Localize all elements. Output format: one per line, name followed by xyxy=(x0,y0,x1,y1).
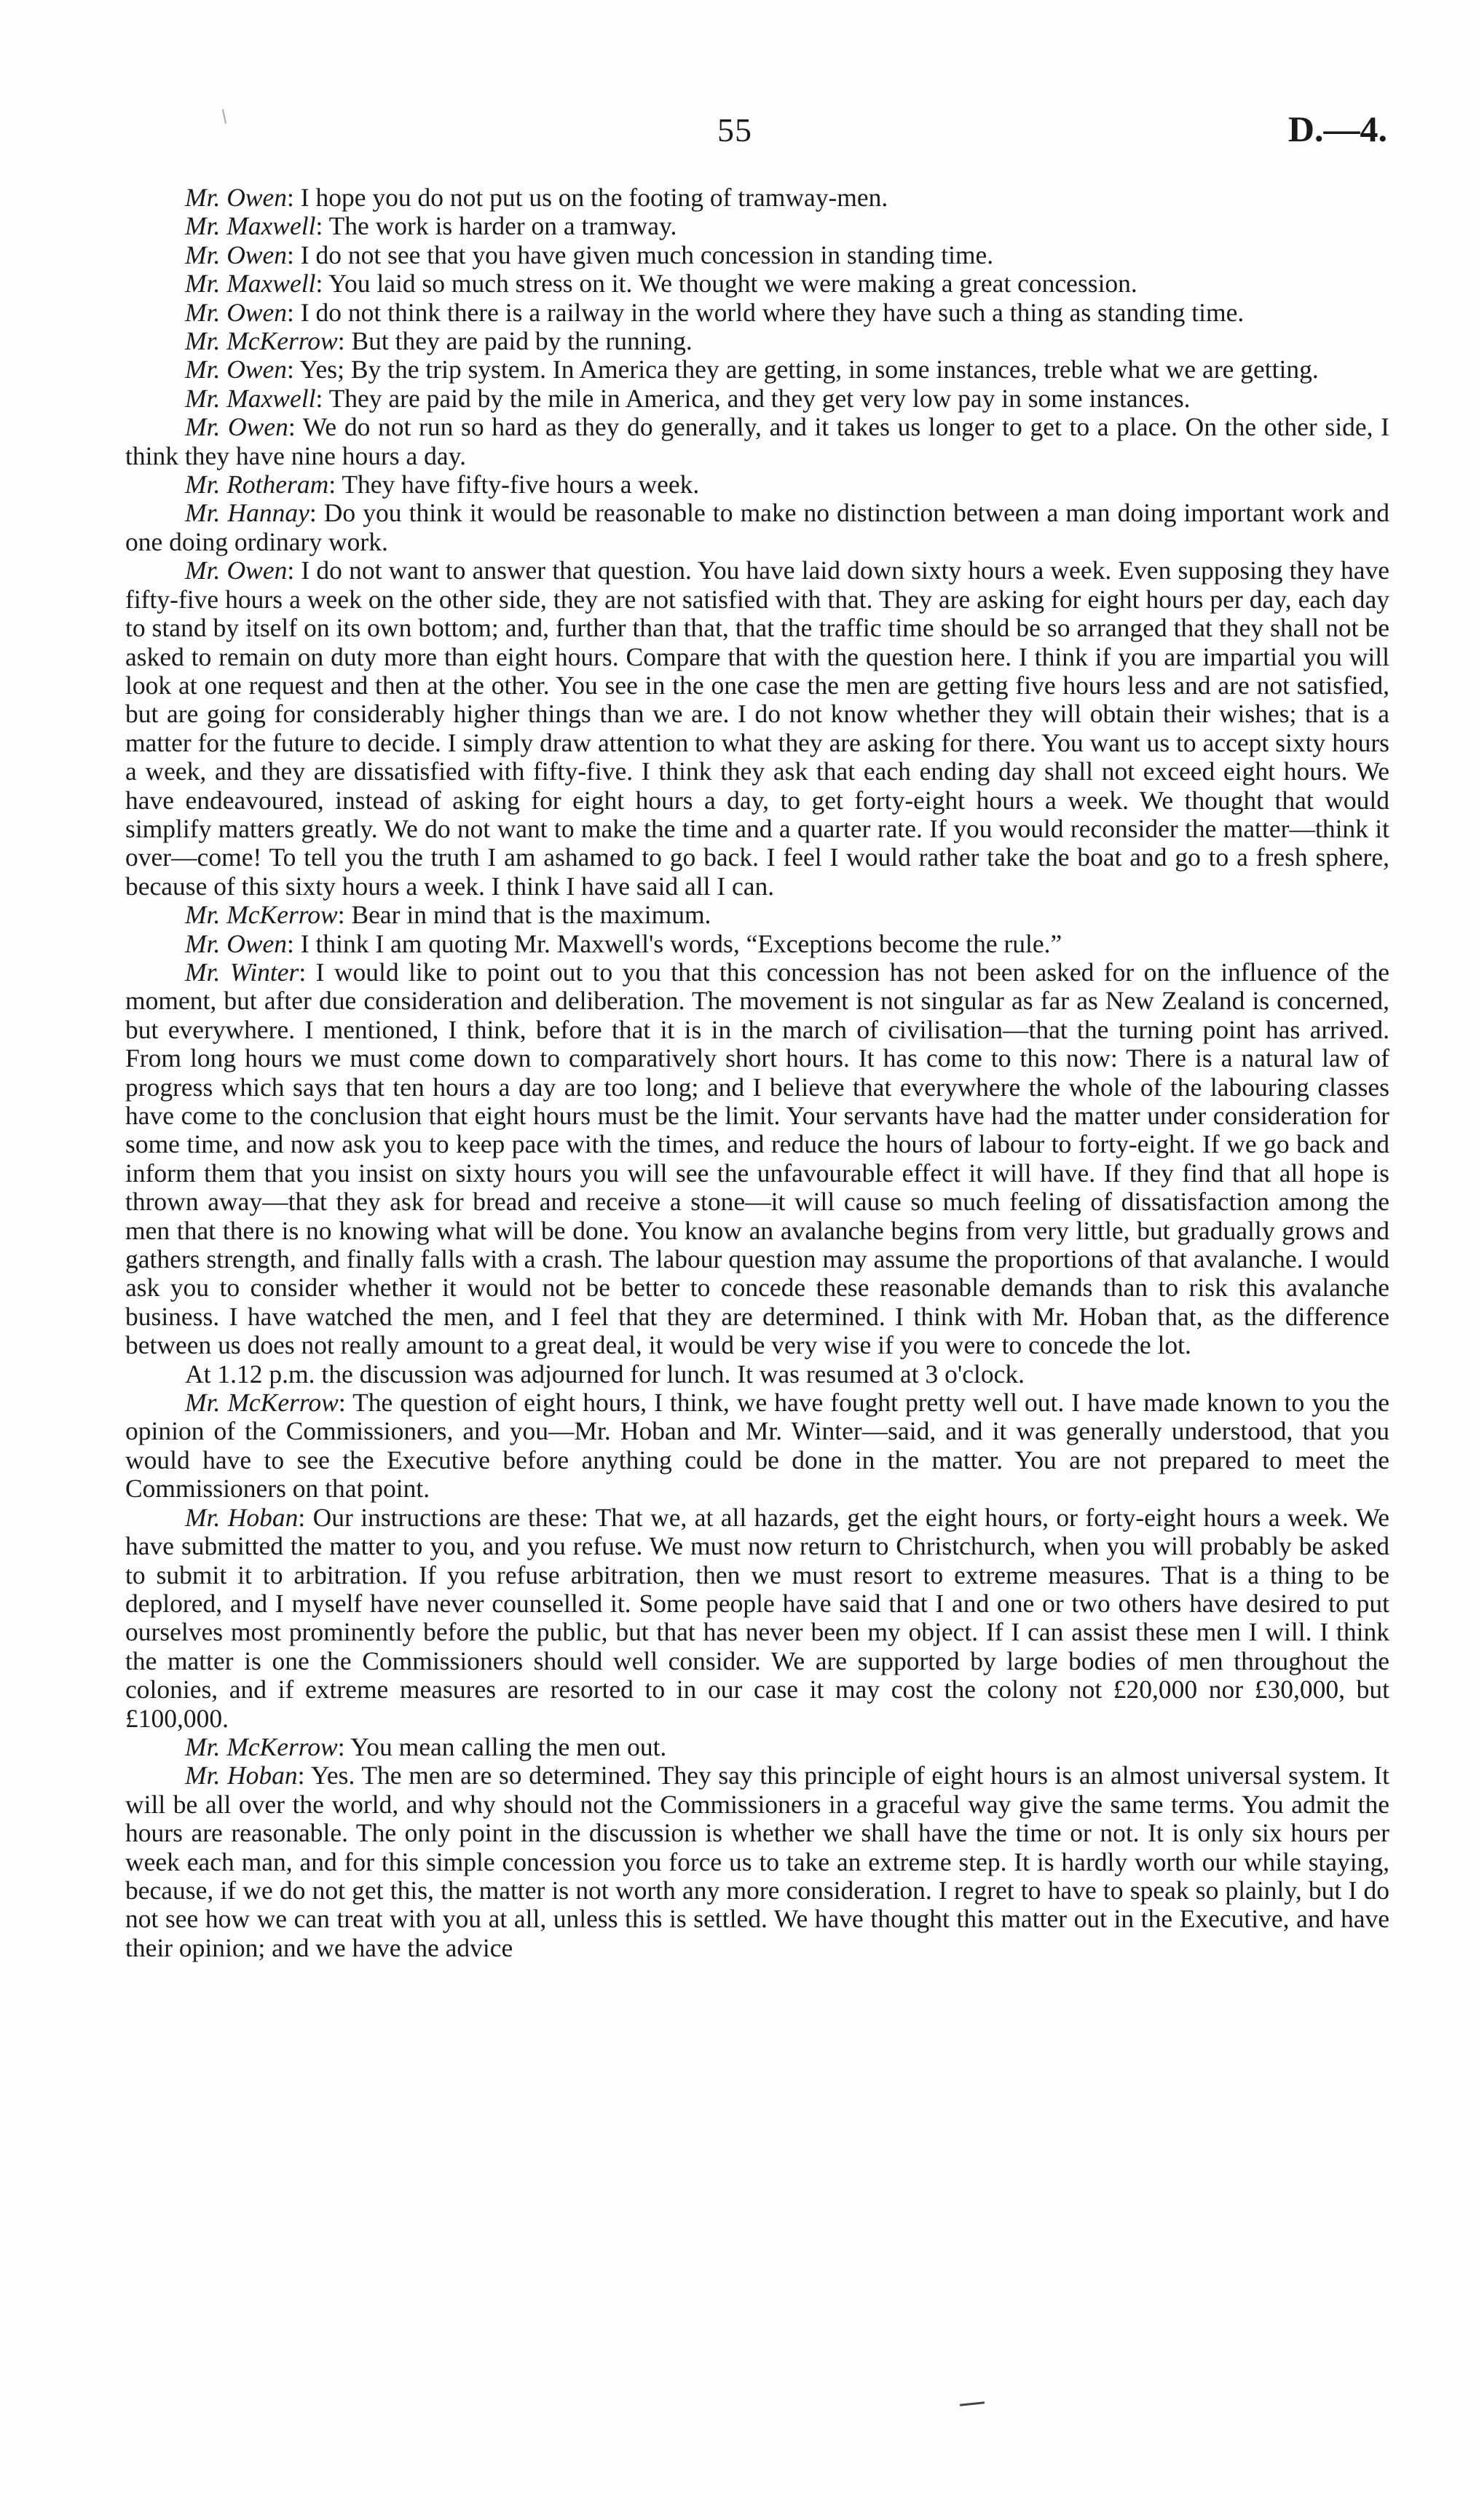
speaker-name: Mr. Rotheram xyxy=(185,470,329,499)
speaker-name: Mr. McKerrow xyxy=(185,1731,338,1761)
paragraph: Mr. Hoban: Our instructions are these: That we, at all hazards, get the eight hours, or forty-eight hours a week. We have submitted the matter to you, and you refuse. We must now return to Christchurch, when you will probably be asked to submit it to arbitration. If you refuse arbitration, then we must resort to extreme measures. That is a thing to be deplored, and I myself have never counselled it. Some people have said that I and one or two others have desired to put ourselves most prominently before the public, but that has never been my object. If I can assist these men I will. I think the matter is one the Commissioners should well consider. We are supported by large bodies of men throughout the colonies, and if extreme measures are resorted to in our case it may cost the colony not £20,000 nor £30,000, but £100,000. xyxy=(125,1502,1389,1733)
speaker-name: Mr. Owen xyxy=(185,556,288,585)
paragraph: Mr. Maxwell: They are paid by the mile in America, and they get very low pay in some instances. xyxy=(185,383,1191,413)
speaker-name: Mr. Winter xyxy=(185,957,299,987)
margin-mark xyxy=(222,109,226,124)
paragraph: Mr. McKerrow: You mean calling the men out. xyxy=(185,1731,667,1761)
stray-mark xyxy=(960,2401,985,2406)
paragraph: Mr. Maxwell: You laid so much stress on it. We thought we were making a great concession. xyxy=(185,269,1137,299)
paragraph: Mr. Rotheram: They have fifty-five hours a week. xyxy=(185,470,700,499)
paragraph-text: I hope you do not put us on the footing of tramway-men. xyxy=(300,183,888,212)
paragraph-text: I do not think there is a railway in the world where they have such a thing as standing time. xyxy=(300,297,1245,327)
speaker-name: Mr. Maxwell xyxy=(185,211,316,241)
speaker-name: Mr. Hoban xyxy=(185,1502,299,1532)
paragraph: Mr. Maxwell: The work is harder on a tramway. xyxy=(185,211,677,241)
paragraph-text: I would like to point out to you that this concession has not been asked for on the influence of the moment, but after due consideration and deliberation. The movement is not singular as far as New Zealand is concerned, but everywhere. I mentioned, I think, before that it is in the march of civilisation—that the turning point has arrived. From long hours we must come down to comparatively short hours. It has come to this now: There is a natural law of progress which says that ten hours a day are too long; and I believe that everywhere the whole of the labouring classes have come to the conclusion that eight hours must be the limit. Your servants have had the matter under consideration for some time, and now ask you to keep pace with the times, and reduce the hours of labour to forty-eight. If we go back and inform them that you insist on sixty hours you will see the unfavourable effect it will have. If they find that all hope is thrown away—that they ask for bread and receive a stone—it will cause so much feeling of dissatisfaction among the men that there is no knowing what will be done. You know an avalanche begins from very little, but gradually grows and gathers strength, and finally falls with a crash. The labour question may assume the proportions of that avalanche. I would ask you to consider whether it would not be better to concede these reasonable demands than to risk this avalanche business. I have watched the men, and I feel that they are determined. I think with Mr. Hoban that, as the difference between us does not really amount to a great deal, it would be very wise if you were to concede the lot. xyxy=(125,957,1389,1360)
paragraph-text: The question of eight hours, I think, we have fought pretty well out. I have made known to you the opinion of the Commissioners, and you—Mr. Hoban and Mr. Winter—said, and it was generally understood, that you would have to see the Executive before anything could be done in the matter. You are not prepared to meet the Commissioners on that point. xyxy=(125,1388,1389,1504)
paragraph: Mr. Owen: I do not see that you have given much concession in standing time. xyxy=(185,240,994,269)
paragraph-text: Yes. The men are so determined. They say this principle of eight hours is an almost universal system. It will be all over the world, and why should not the Commissioners in a graceful way give the same terms. You admit the hours are reasonable. The only point in the discussion is whether we shall have the time or not. It is only six hours per week each man, and for this simple concession you force us to take an extreme step. It is hardly worth our while staying, because, if we do not get this, the matter is not worth any more consideration. I regret to have to speak so plainly, but I do not see how we can treat with you at all, unless this is settled. We have thought this matter out in the Executive, and have their opinion; and we have the advice xyxy=(125,1761,1389,1962)
paragraph-text: But they are paid by the running. xyxy=(351,326,693,356)
paragraph-text: I do not see that you have given much concession in standing time. xyxy=(300,240,994,269)
paragraph: Mr. Owen: We do not run so hard as they do generally, and it takes us longer to get to a place. On the other side, I think they have nine hours a day. xyxy=(125,412,1389,470)
speaker-name: Mr. Owen xyxy=(185,412,288,442)
speaker-name: Mr. Owen xyxy=(185,355,288,384)
paragraph-text: They are paid by the mile in America, and they get very low pay in some instances. xyxy=(328,383,1191,413)
paragraph: Mr. McKerrow: The question of eight hours, I think, we have fought pretty well out. I have made known to you the opinion of the Commissioners, and you—Mr. Hoban and Mr. Winter—said, and it was generally understood, that you would have to see the Executive before anything could be done in the matter. You are not prepared to meet the Commissioners on that point. xyxy=(125,1388,1389,1504)
paragraph: Mr. Hannay: Do you think it would be reasonable to make no distinction between a man doing important work and one doing ordinary work. xyxy=(125,498,1389,556)
speaker-name: Mr. Owen xyxy=(185,928,288,958)
paragraph-text: You mean calling the men out. xyxy=(350,1731,667,1761)
page-number: 55 xyxy=(717,111,752,149)
paragraph: Mr. Owen: I do not think there is a railway in the world where they have such a thing as standing time. xyxy=(185,297,1245,327)
paragraph-text: Yes; By the trip system. In America they are getting, in some instances, treble what we are getting. xyxy=(299,355,1319,384)
paragraph: Mr. McKerrow: Bear in mind that is the maximum. xyxy=(185,900,711,930)
paragraph-text: We do not run so hard as they do generally, and it takes us longer to get to a place. On the other side, I think they have nine hours a day. xyxy=(125,412,1389,470)
paragraph-text: Our instructions are these: That we, at all hazards, get the eight hours, or forty-eight hours a week. We have submitted the matter to you, and you refuse. We must now return to Christchurch, when you will probably be asked to submit it to arbitration. If you refuse arbitration, then we must resort to extreme measures. That is a thing to be deplored, and I myself have never counselled it. Some people have said that I and one or two others have desired to put ourselves most prominently before the public, but that has never been my object. If I can assist these men I will. I think the matter is one the Commissioners should well consider. We are supported by large bodies of men throughout the colonies, and if extreme measures are resorted to in our case it may cost the colony not £20,000 nor £30,000, but £100,000. xyxy=(125,1502,1389,1733)
paragraph-text: I think I am quoting Mr. Maxwell's words, “Exceptions become the rule.” xyxy=(300,928,1062,958)
speaker-name: Mr. McKerrow xyxy=(185,326,338,356)
paragraph-text: Bear in mind that is the maximum. xyxy=(351,900,711,930)
paragraph: Mr. Owen: I hope you do not put us on the footing of tramway-men. xyxy=(185,183,888,212)
speaker-name: Mr. McKerrow xyxy=(185,1388,339,1418)
speaker-name: Mr. Owen xyxy=(185,183,288,212)
speaker-name: Mr. Owen xyxy=(185,297,288,327)
paragraph: Mr. Winter: I would like to point out to you that this concession has not been asked for on the influence of the moment, but after due consideration and deliberation. The movement is not singular as far as New Zealand is concerned, but everywhere. I mentioned, I think, before that it is in the march of civilisation—that the turning point has arrived. From long hours we must come down to comparatively short hours. It has come to this now: There is a natural law of progress which says that ten hours a day are too long; and I believe that everywhere the whole of the labouring classes have come to the conclusion that eight hours must be the limit. Your servants have had the matter under consideration for some time, and now ask you to keep pace with the times, and reduce the hours of labour to forty-eight. If we go back and inform them that you insist on sixty hours you will see the unfavourable effect it will have. If they find that all hope is thrown away—that they ask for bread and receive a stone—it will cause so much feeling of dissatisfaction among the men that there is no knowing what will be done. You know an avalanche begins from very little, but gradually grows and gathers strength, and finally falls with a crash. The labour question may assume the proportions of that avalanche. I would ask you to consider whether it would not be better to concede these reasonable demands than to risk this avalanche business. I have watched the men, and I feel that they are determined. I think with Mr. Hoban that, as the difference between us does not really amount to a great deal, it would be very wise if you were to concede the lot. xyxy=(125,957,1389,1360)
paragraph-text: You laid so much stress on it. We thought we were making a great concession. xyxy=(328,269,1137,299)
paragraph-text: The work is harder on a tramway. xyxy=(328,211,677,241)
speaker-name: Mr. McKerrow xyxy=(185,900,338,930)
paragraph: Mr. Hoban: Yes. The men are so determined. They say this principle of eight hours is an almost universal system. It will be all over the world, and why should not the Commissioners in a graceful way give the same terms. You admit the hours are reasonable. The only point in the discussion is whether we shall have the time or not. It is only six hours per week each man, and for this simple concession you force us to take an extreme step. It is hardly worth our while staying, because, if we do not get this, the matter is not worth any more consideration. I regret to have to speak so plainly, but I do not see how we can treat with you at all, unless this is settled. We have thought this matter out in the Executive, and have their opinion; and we have the advice xyxy=(125,1761,1389,1962)
speaker-name: Mr. Hoban xyxy=(185,1761,298,1790)
document-reference: D.—4. xyxy=(1287,108,1387,149)
paragraph: Mr. Owen: I do not want to answer that question. You have laid down sixty hours a week. Even supposing they have fifty-five hours a week on the other side, they are not satisfied with that. They are asking for eight hours per day, each day to stand by itself on its own bottom; and, further than that, that the traffic time should be so arranged that they shall not be asked to remain on duty more than eight hours. Compare that with the question here. I think if you are impartial you will look at one request and then at the other. You see in the one case the men are getting five hours less and are not satisfied, but are going for considerably higher things than we are. I do not know whether they will obtain their wishes; that is a matter for the future to decide. I simply draw attention to what they are asking for there. You want us to accept sixty hours a week, and they are dissatisfied with fifty-five. I think they ask that each ending day shall not exceed eight hours. We have endeavoured, instead of asking for eight hours a day, to get forty-eight hours a week. We thought that would simplify matters greatly. We do not want to make the time and a quarter rate. If you would reconsider the matter—think it over—come! To tell you the truth I am ashamed to go back. I feel I would rather take the boat and go to a fresh sphere, because of this sixty hours a week. I think I have said all I can. xyxy=(125,556,1389,901)
speaker-name: Mr. Maxwell xyxy=(185,383,316,413)
paragraph: Mr. Owen: I think I am quoting Mr. Maxwell's words, “Exceptions become the rule.” xyxy=(185,928,1062,958)
speaker-name: Mr. Owen xyxy=(185,240,288,269)
paragraph-text: At 1.12 p.m. the discussion was adjourned for lunch. It was resumed at 3 o'clock. xyxy=(185,1359,1025,1389)
paragraph-text: Do you think it would be reasonable to make no distinction between a man doing important work and one doing ordinary work. xyxy=(125,498,1389,556)
adjournment-note xyxy=(125,1360,1389,1389)
speaker-name: Mr. Maxwell xyxy=(185,269,316,299)
paragraph: Mr. McKerrow: But they are paid by the running. xyxy=(185,326,693,356)
paragraph: Mr. Owen: Yes; By the trip system. In America they are getting, in some instances, treble what we are getting. xyxy=(185,355,1319,384)
paragraph-text: They have fifty-five hours a week. xyxy=(342,470,700,499)
speaker-name: Mr. Hannay xyxy=(185,498,309,528)
paragraph-text: I do not want to answer that question. You have laid down sixty hours a week. Even supposing they have fifty-five hours a week on the other side, they are not satisfied with that. They are asking for eight hours per day, each day to stand by itself on its own bottom; and, further than that, that the traffic time should be so arranged that they shall not be asked to remain on duty more than eight hours. Compare that with the question here. I think if you are impartial you will look at one request and then at the other. You see in the one case the men are getting five hours less and are not satisfied, but are going for considerably higher things than we are. I do not know whether they will obtain their wishes; that is a matter for the future to decide. I simply draw attention to what they are asking for there. You want us to accept sixty hours a week, and they are dissatisfied with fifty-five. I think they ask that each ending day shall not exceed eight hours. We have endeavoured, instead of asking for eight hours a day, to get forty-eight hours a week. We thought that would simplify matters greatly. We do not want to make the time and a quarter rate. If you would reconsider the matter—think it over—come! To tell you the truth I am ashamed to go back. I feel I would rather take the boat and go to a fresh sphere, because of this sixty hours a week. I think I have said all I can. xyxy=(125,556,1389,901)
transcript-body xyxy=(125,183,1389,1962)
